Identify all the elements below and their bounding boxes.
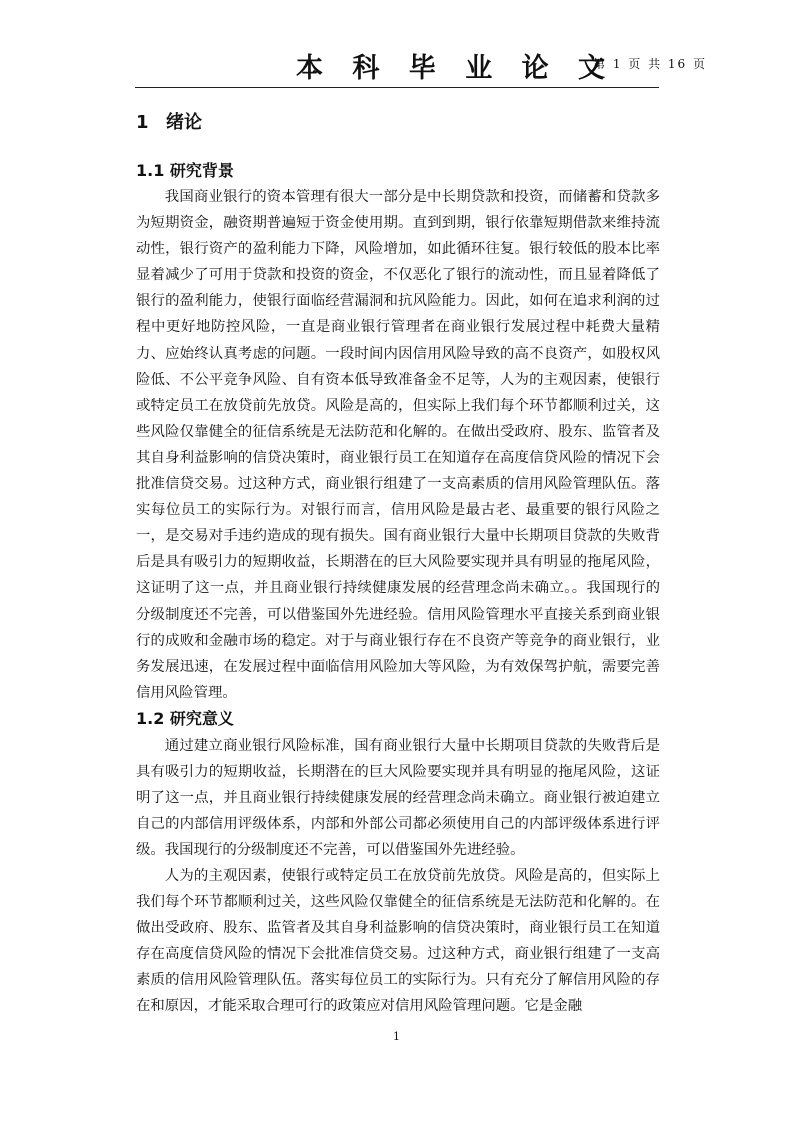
header-page-info: 第 1 页 共 16 页 bbox=[593, 57, 707, 71]
footer-page-number: 1 bbox=[393, 1030, 400, 1043]
chapter-number: 1 bbox=[136, 112, 149, 133]
background-paragraph: 我国商业银行的资本管理有很大一部分是中长期贷款和投资，而储蓄和贷款多为短期资金，融资期普遍短于资金使用期。直到到期，银行依靠短期借款来维持流动性，银行资产的盈利能力下降，风险增加，如此循环往复。银行较低的股本比率显着减少了可用于贷款和投资的资金，不仅恶化了银行的流动性，而且显着降低了银行的盈利能力，使银行面临经营漏洞和抗风险能力。因此，如何在追求利润的过程中更好地防控风险，一直是商业银行管理者在商业银行发展过程中耗费大量精力、应始终认真考虑的问题。一段时间内因信用风险导致的高不良资产，如股权风险低、不公平竞争风险、自有资本低导致准备金不足等，人为的主观因素，使银行或特定员工在放贷前先放贷。风险是高的，但实际上我们每个环节都顺利过关，这些风险仅靠健全的征信系统是无法防范和化解的。在做出受政府、股东、监管者及其自身利益影响的信贷决策时，商业银行员工在知道存在高度信贷风险的情况下会批准信贷交易。过这种方式，商业银行组建了一支高素质的信用风险管理队伍。落实每位员工的实际行为。对银行而言，信用风险是最古老、最重要的银行风险之一，是交易对手违约造成的现有损失。国有商业银行大量中长期项目贷款的失败背后是具有吸引力的短期收益，长期潜在的巨大风险要实现并具有明显的拖尾风险，这证明了这一点，并且商业银行持续健康发展的经营理念尚未确立。。我国现行的分级制度还不完善，可以借鉴国外先进经验。信用风险管理水平直接关系到商业银行的成败和金融市场的稳定。对于与商业银行存在不良资产等竞争的商业银行，业务发展迅速，在发展过程中面临信用风险加大等风险，为有效保驾护航，需要完善信用风险管理。 bbox=[136, 189, 660, 701]
section-heading-significance: 1.2 研究意义 bbox=[136, 709, 234, 728]
significance-paragraph-1: 通过建立商业银行风险标准，国有商业银行大量中长期项目贷款的失败背后是具有吸引力的短期收益，长期潜在的巨大风险要实现并具有明显的拖尾风险，这证明了这一点，并且商业银行持续健康发展的经营理念尚未确立。商业银行被迫建立自己的内部信用评级体系，内部和外部公司都必须使用自己的内部评级体系进行评级。我国现行的分级制度还不完善，可以借鉴国外先进经验。 bbox=[136, 738, 660, 859]
thesis-header-title: 本 科 毕 业 论 文 bbox=[296, 53, 615, 84]
chapter-heading bbox=[136, 110, 202, 136]
significance-paragraph-2: 人为的主观因素，使银行或特定员工在放贷前先放贷。风险是高的，但实际上我们每个环节都顺利过关，这些风险仅靠健全的征信系统是无法防范和化解的。在做出受政府、股东、监管者及其自身利益影响的信贷决策时，商业银行员工在知道存在高度信贷风险的情况下会批准信贷交易。过这种方式，商业银行组建了一支高素质的信用风险管理队伍。落实每位员工的实际行为。只有充分了解信用风险的存在和原因，才能采取合理可行的政策应对信用风险管理问题。它是金融 bbox=[136, 868, 660, 1015]
section-heading-background: 1.1 研究背景 bbox=[136, 161, 234, 180]
header-divider bbox=[135, 87, 659, 88]
chapter-title: 绪论 bbox=[166, 112, 202, 133]
